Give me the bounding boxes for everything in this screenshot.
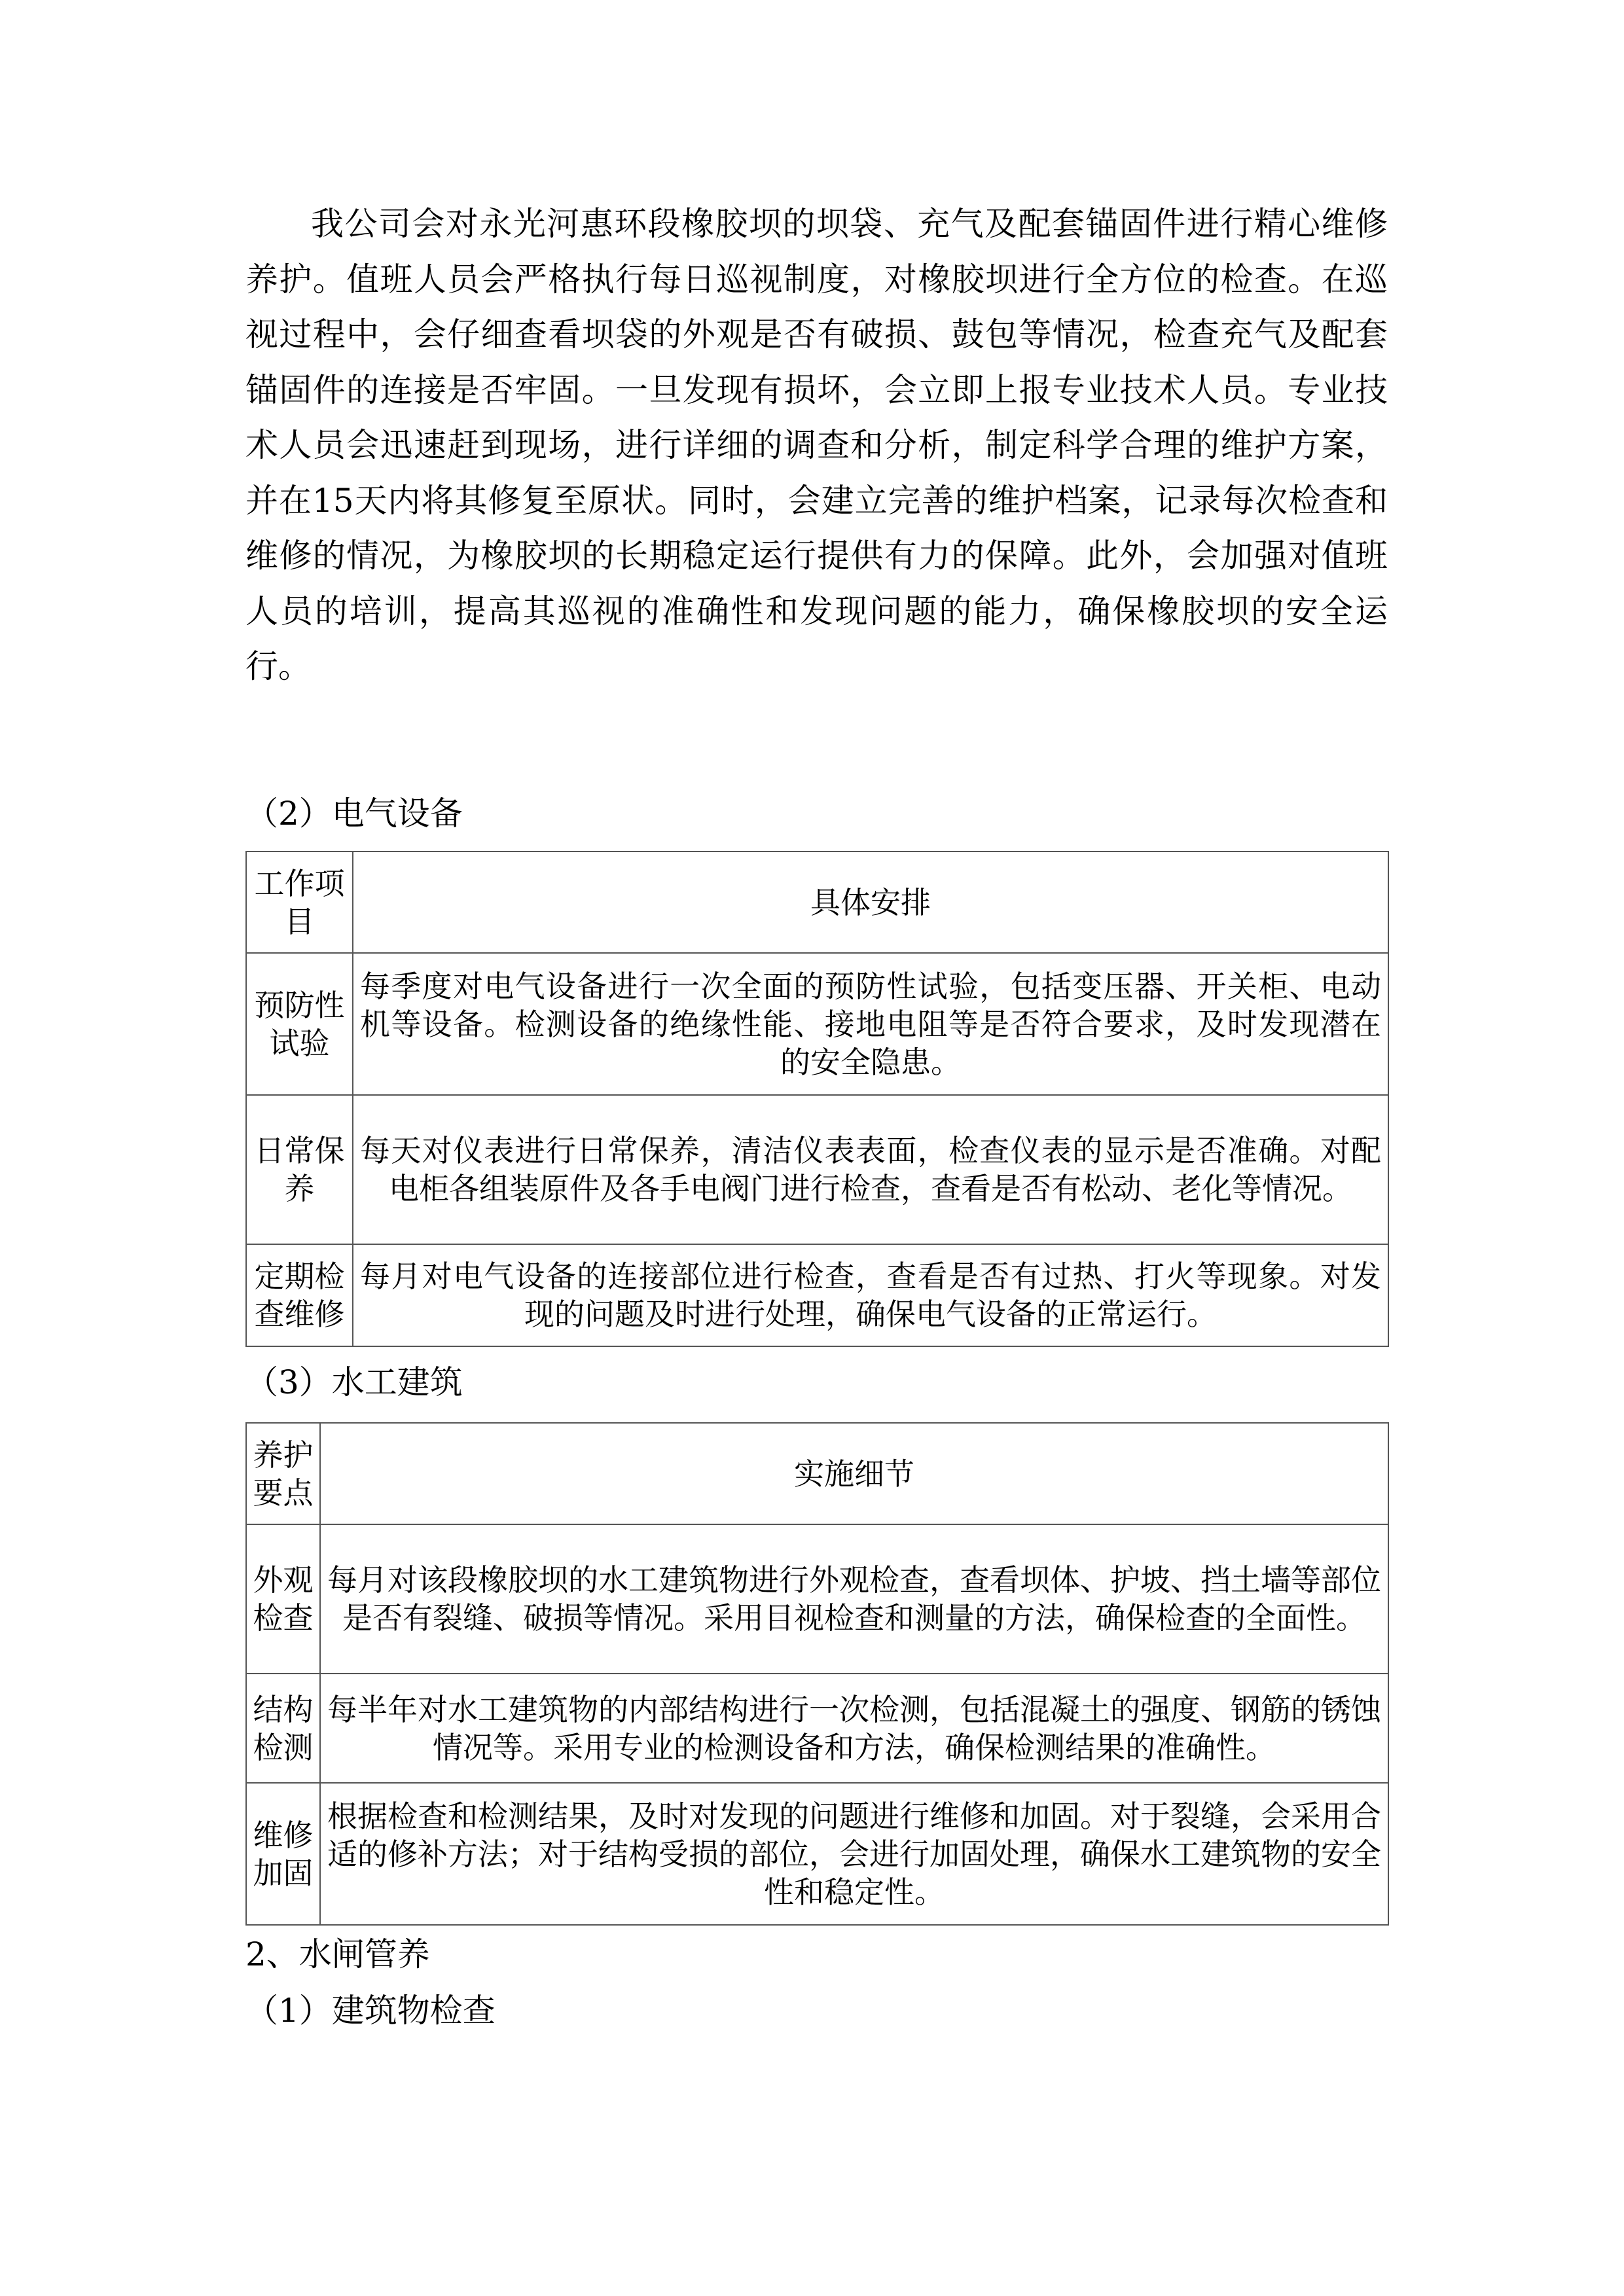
row-content	[320, 1524, 1388, 1674]
heading-sluice-maintenance: 2、水闸管养	[245, 1935, 430, 1973]
header-cell-key-point: 养护要点	[246, 1423, 320, 1524]
row-label: 结构检测	[246, 1674, 320, 1783]
table-row	[246, 1524, 1388, 1674]
table-row	[246, 1783, 1388, 1925]
row-content	[320, 1783, 1388, 1925]
header-cell-work-item: 工作项目	[246, 852, 353, 953]
table-header-row	[246, 1423, 1388, 1524]
row-label: 预防性试验	[246, 953, 353, 1095]
row-content-text: 每半年对水工建筑物的内部结构进行一次检测，包括混凝土的强度、钢筋的锈蚀情况等。采用专业的检测设备和方法，确保检测结果的准确性。	[327, 1691, 1381, 1765]
row-content-text: 根据检查和检测结果，及时对发现的问题进行维修和加固。对于裂缝，会采用合适的修补方法；对于结构受损的部位，会进行加固处理，确保水工建筑物的安全性和稳定性。	[327, 1798, 1381, 1910]
row-content-text: 每天对仪表进行日常保养，清洁仪表表面，检查仪表的显示是否准确。对配电柜各组装原件及各手电阀门进行检查，查看是否有松动、老化等情况。	[360, 1133, 1381, 1206]
electrical-equipment-table	[245, 851, 1389, 1347]
table-row	[246, 1674, 1388, 1783]
row-content	[353, 1244, 1388, 1346]
row-content-text: 每季度对电气设备进行一次全面的预防性试验，包括变压器、开关柜、电动机等设备。检测设备的绝缘性能、接地电阻等是否符合要求，及时发现潜在的安全隐患。	[360, 968, 1381, 1080]
hydraulic-buildings-table	[245, 1422, 1389, 1926]
row-content-text: 每月对该段橡胶坝的水工建筑物进行外观检查，查看坝体、护坡、挡土墙等部位是否有裂缝、破损等情况。采用目视检查和测量的方法，确保检查的全面性。	[327, 1562, 1381, 1636]
row-label: 维修加固	[246, 1783, 320, 1925]
table-row	[246, 1244, 1388, 1346]
table-header-row	[246, 852, 1388, 953]
row-content	[353, 953, 1388, 1095]
row-label: 日常保养	[246, 1095, 353, 1244]
row-content-text: 每月对电气设备的连接部位进行检查，查看是否有过热、打火等现象。对发现的问题及时进行处理，确保电气设备的正常运行。	[360, 1259, 1381, 1332]
table-row	[246, 953, 1388, 1095]
intro-paragraph: 我公司会对永光河惠环段橡胶坝的坝袋、充气及配套锚固件进行精心维修养护。值班人员会严格执行每日巡视制度，对橡胶坝进行全方位的检查。在巡视过程中，会仔细查看坝袋的外观是否有破损、鼓包等情况，检查充气及配套锚固件的连接是否牢固。一旦发现有损坏，会立即上报专业技术人员。专业技术人员会迅速赶到现场，进行详细的调查和分析，制定科学合理的维护方案，并在15天内将其修复至原状。同时，会建立完善的维护档案，记录每次检查和维修的情况，为橡胶坝的长期稳定运行提供有力的保障。此外，会加强对值班人员的培训，提高其巡视的准确性和发现问题的能力，确保橡胶坝的安全运行。	[245, 205, 1388, 685]
row-content	[320, 1674, 1388, 1783]
header-cell-arrangement: 具体安排	[353, 852, 1388, 953]
row-label: 定期检查维修	[246, 1244, 353, 1346]
heading-electrical-equipment: （2）电气设备	[245, 795, 463, 833]
heading-building-inspection: （1）建筑物检查	[245, 1992, 496, 2030]
heading-hydraulic-buildings: （3）水工建筑	[245, 1363, 463, 1401]
row-label: 外观检查	[246, 1524, 320, 1674]
header-cell-details: 实施细节	[320, 1423, 1388, 1524]
row-content	[353, 1095, 1388, 1244]
table-row	[246, 1095, 1388, 1244]
